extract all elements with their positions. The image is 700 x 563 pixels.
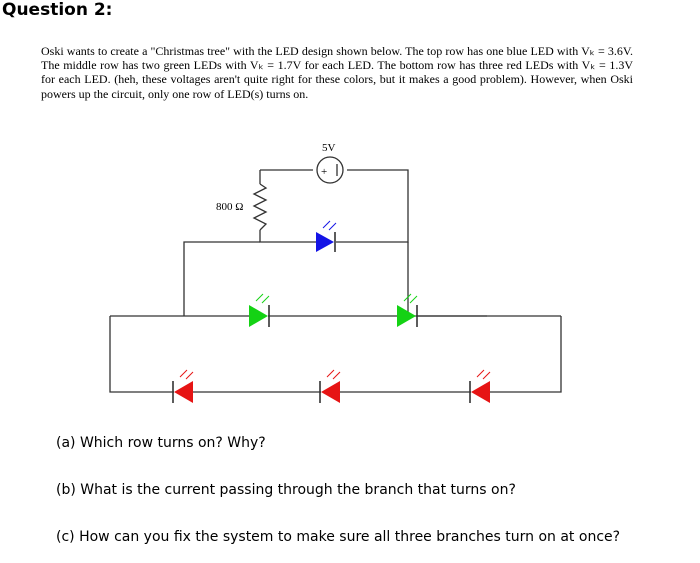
resistor-800ohm xyxy=(254,184,266,230)
green-led-right xyxy=(397,294,417,327)
resistor-label: 800 Ω xyxy=(216,201,244,213)
part-c: (c) How can you fix the system to make sure all three branches turn on at once? xyxy=(56,529,621,545)
green-led-left xyxy=(249,294,269,327)
problem-statement: Oski wants to create a "Christmas tree" with the LED design shown below. The top row has one blue LED with Vₖ = 3.6V. The middle row has two green LEDs with Vₖ = 1.7V for each LED. The bottom row has three red LEDs with Vₖ = 1.3V for each LED. (heh, these voltages aren't quite right for these colors, but it makes a good problem). However, when Oski powers up the circuit, only one row of LED(s) turns on. xyxy=(41,44,633,101)
red-led-left xyxy=(173,370,193,403)
red-led-right xyxy=(470,370,490,403)
part-b: (b) What is the current passing through the branch that turns on? xyxy=(56,482,516,498)
source-voltage-label: 5V xyxy=(322,142,336,154)
question-title: Question 2: xyxy=(2,0,113,20)
source-plus-sign: + xyxy=(321,166,328,178)
red-led-middle xyxy=(320,370,340,403)
blue-led xyxy=(316,221,336,252)
part-a: (a) Which row turns on? Why? xyxy=(56,435,266,451)
circuit-wires xyxy=(110,170,561,392)
